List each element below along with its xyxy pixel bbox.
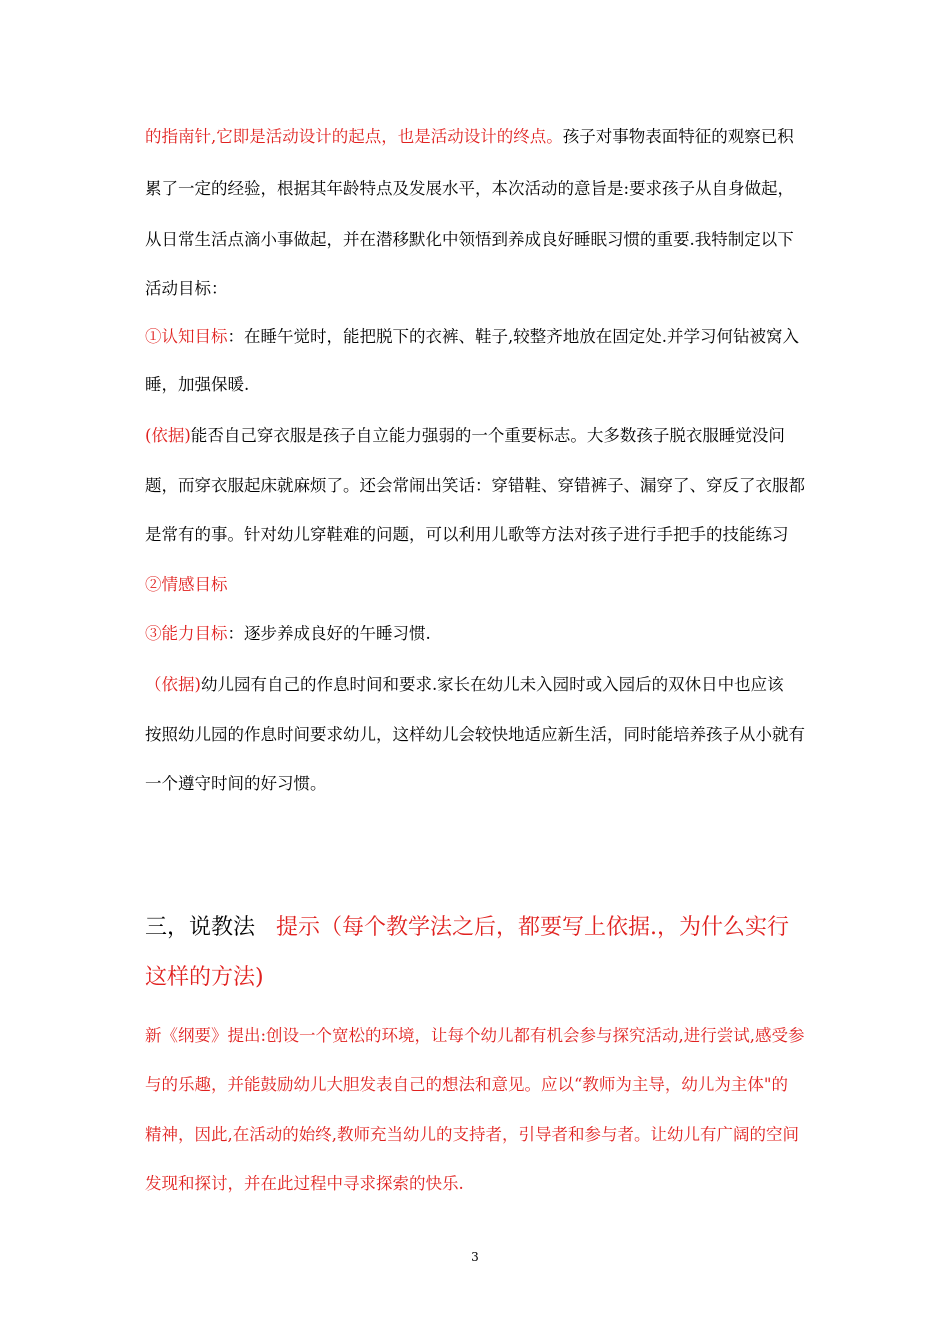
text-run: ：逐步养成良好的午睡习惯. [227, 624, 431, 643]
text-run: 从日常生活点滴小事做起，并在潜移默化中领悟到养成良好睡眠习惯的重要.我特制定以下 [145, 230, 794, 249]
text-run: ②情感目标 [145, 575, 228, 594]
heading-line [145, 913, 789, 943]
page-number: 3 [471, 1250, 479, 1264]
text-run: 按照幼儿园的作息时间要求幼儿，这样幼儿会较快地适应新生活，同时能培养孩子从小就有 [145, 725, 805, 744]
text-line [145, 1124, 799, 1146]
text-line [145, 229, 794, 251]
text-run: ：在睡午觉时，能把脱下的衣裤、鞋子,较整齐地放在固定处.并学习何钻被窝入 [227, 327, 799, 346]
text-line [145, 574, 228, 596]
text-line [145, 623, 431, 645]
text-line [145, 425, 785, 447]
text-run: 幼儿园有自己的作息时间和要求.家长在幼儿未入园时或入园后的双休日中也应该 [200, 675, 784, 694]
text-run: 活动目标： [145, 279, 228, 298]
text-line [145, 1025, 805, 1047]
heading-line [145, 963, 264, 993]
text-run: (依据) [145, 426, 191, 445]
text-run: 孩子对事物表面特征的观察已积 [562, 127, 794, 146]
text-run: 累了一定的经验，根据其年龄特点及发展水平，本次活动的意旨是:要求孩子从自身做起， [145, 179, 795, 198]
text-run: 发现和探讨，并在此过程中寻求探索的快乐. [145, 1174, 464, 1193]
text-run: 是常有的事。针对幼儿穿鞋难的问题，可以利用儿歌等方法对孩子进行手把手的技能练习 [145, 525, 789, 544]
text-run: 的指南针,它即是活动设计的起点，也是活动设计的终点。 [145, 127, 563, 146]
text-line [145, 773, 327, 795]
text-run: ①认知目标 [145, 327, 228, 346]
heading-hint: 提示（每个教学法之后，都要写上依据.，为什么实行 [255, 915, 789, 940]
text-run: （依据) [145, 675, 201, 694]
text-line [145, 374, 249, 396]
text-line [145, 524, 789, 546]
heading-title: 三，说教法 [145, 915, 256, 940]
text-run: 与的乐趣，并能鼓励幼儿大胆发表自己的想法和意见。应以“教师为主导，幼儿为主体"的 [145, 1075, 789, 1094]
text-line [145, 1074, 788, 1096]
text-line [145, 126, 794, 148]
text-run: 睡，加强保暖. [145, 375, 250, 394]
text-run: 题，而穿衣服起床就麻烦了。还会常闹出笑话：穿错鞋、穿错裤子、漏穿了、穿反了衣服都 [145, 476, 805, 495]
heading-hint: 这样的方法) [145, 965, 264, 990]
text-run: ③能力目标 [145, 624, 228, 643]
text-run: 一个遵守时间的好习惯。 [145, 774, 327, 793]
text-line [145, 724, 805, 746]
text-run: 能否自己穿衣服是孩子自立能力强弱的一个重要标志。大多数孩子脱衣服睡觉没问 [190, 426, 785, 445]
text-run: 新《纲要》提出:创设一个宽松的环境，让每个幼儿都有机会参与探究活动,进行尝试,感受参 [145, 1026, 805, 1045]
text-line [145, 674, 784, 696]
text-line [145, 178, 794, 200]
text-line [145, 1173, 464, 1195]
text-line [145, 278, 228, 300]
text-line [145, 475, 805, 497]
text-run: 精神，因此,在活动的始终,教师充当幼儿的支持者，引导者和参与者。让幼儿有广阔的空间 [145, 1125, 799, 1144]
text-line [145, 326, 799, 348]
